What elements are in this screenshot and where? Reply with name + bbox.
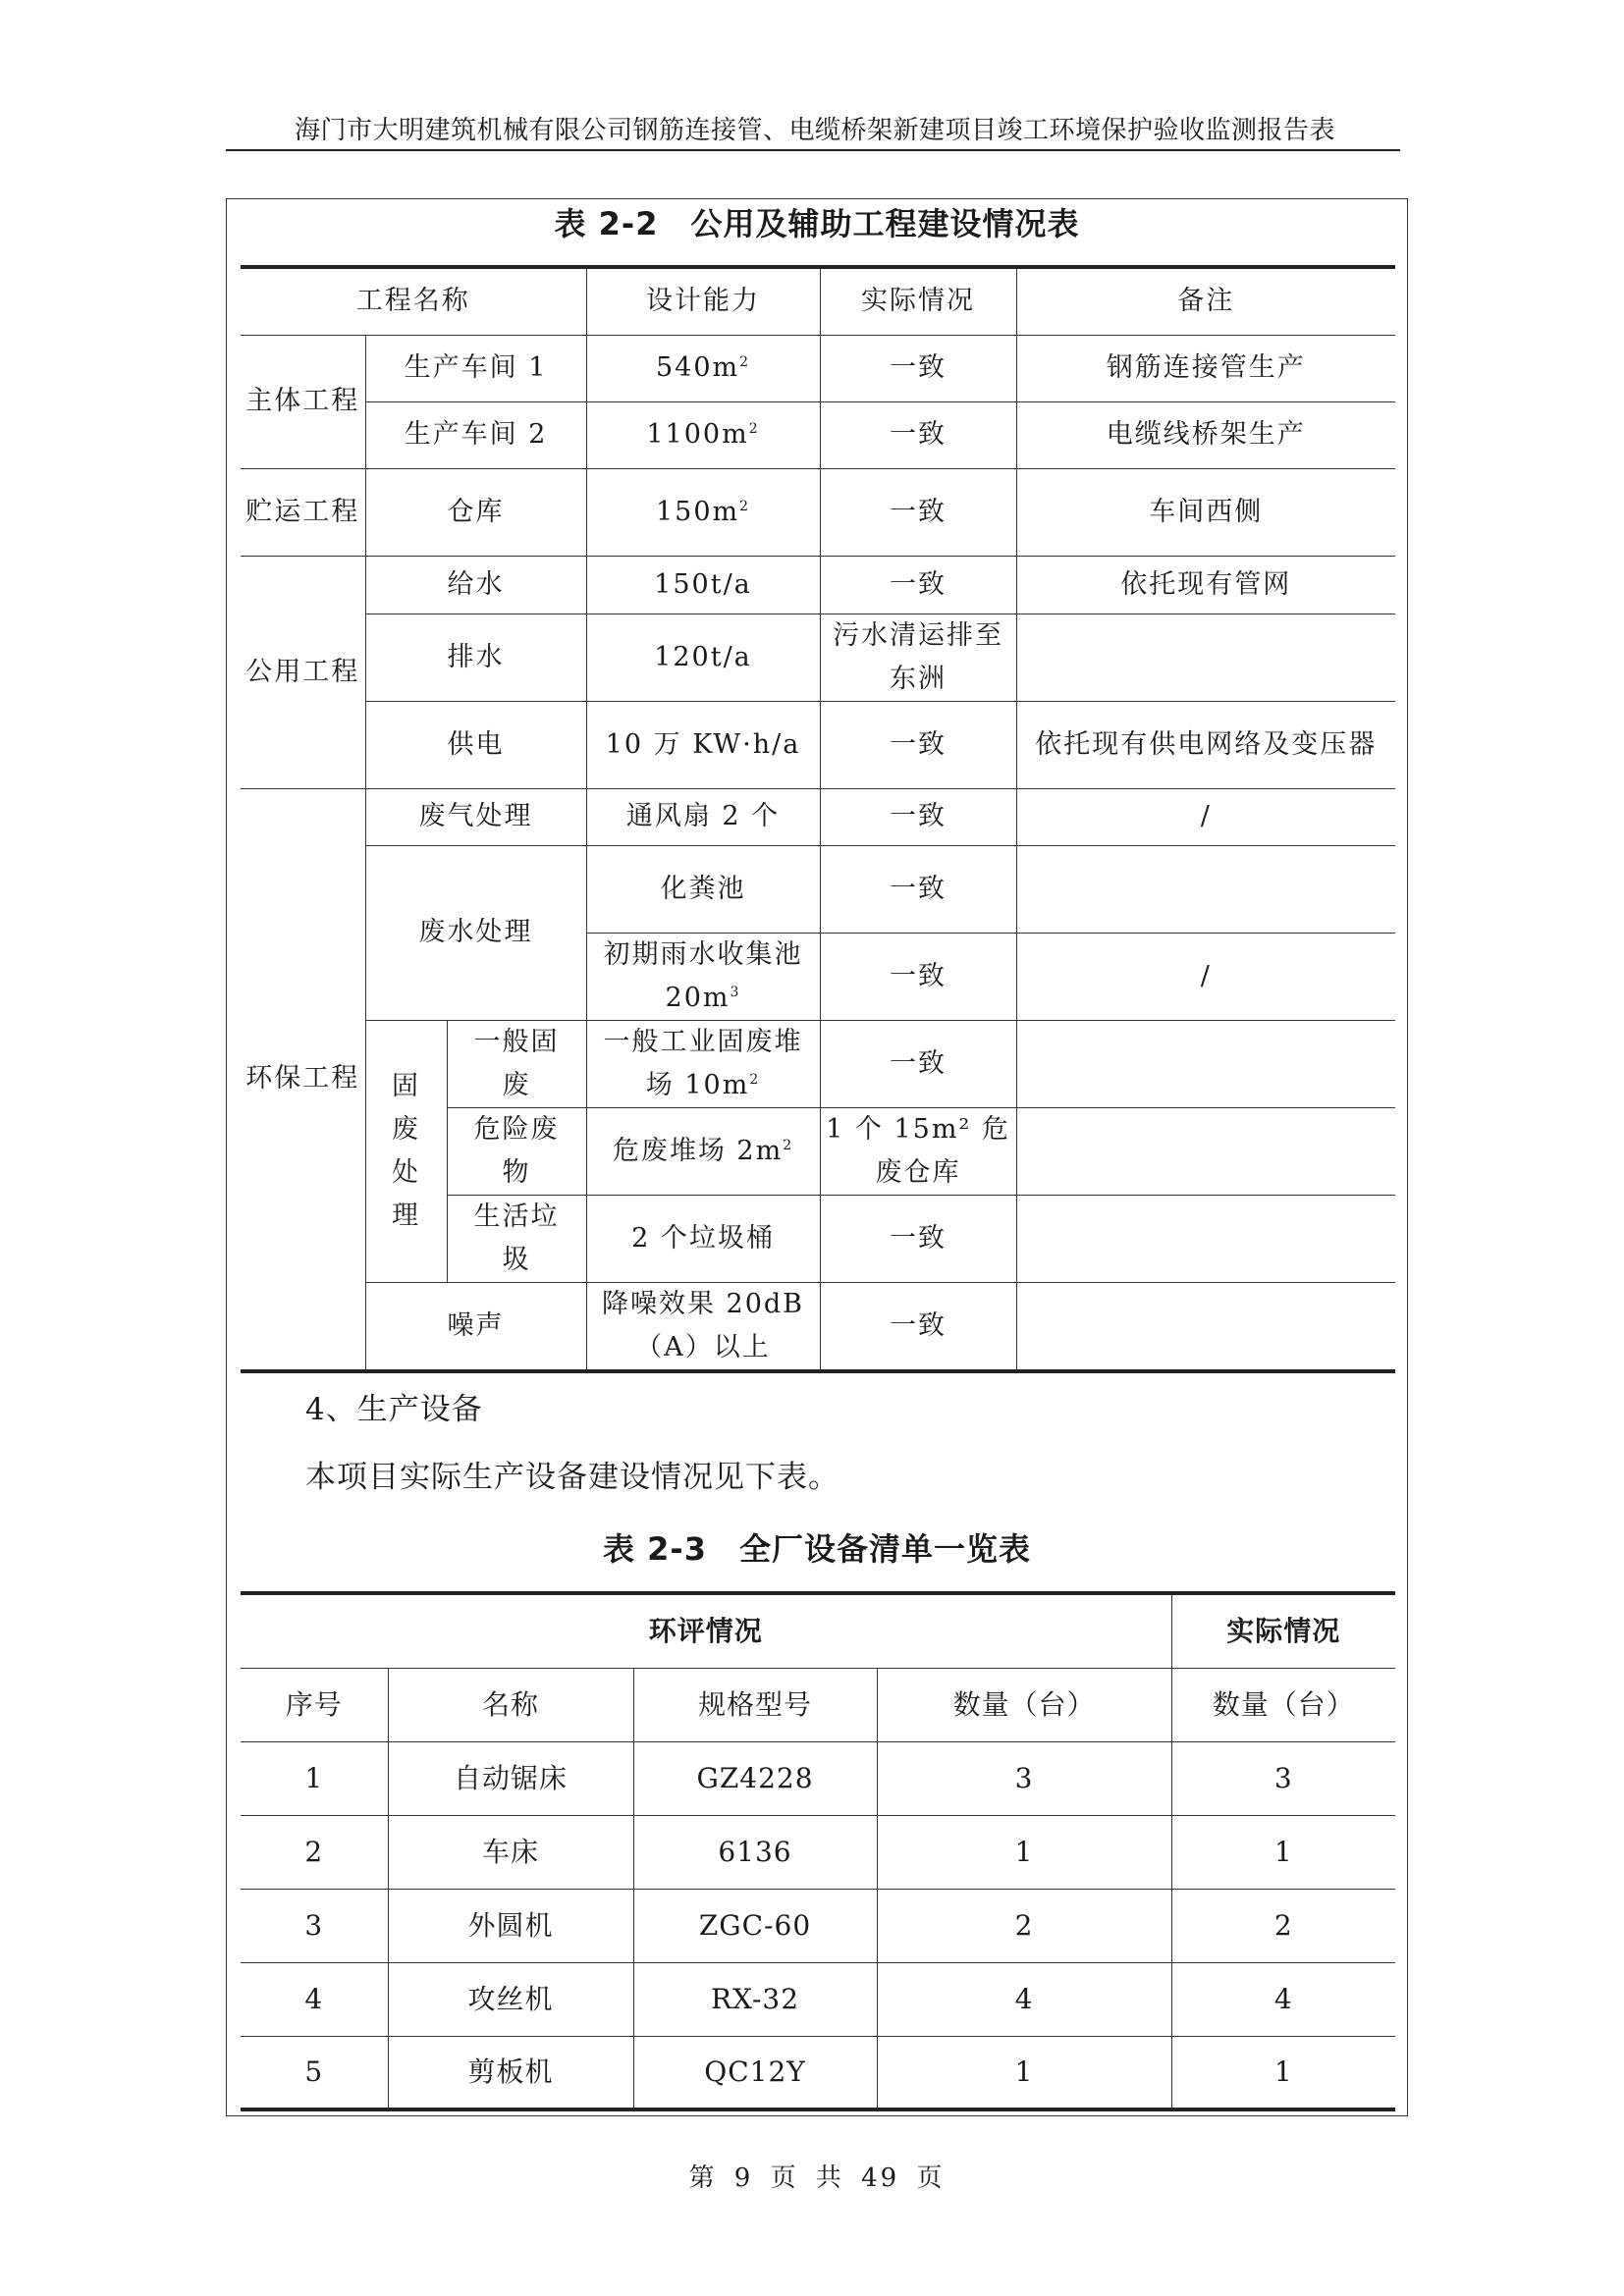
cell-qty-eia: 3 xyxy=(877,1741,1171,1815)
cell-note xyxy=(1016,614,1395,701)
cell-note: 依托现有供电网络及变压器 xyxy=(1016,701,1395,788)
cell-name: 供电 xyxy=(365,701,586,788)
cell-name: 攻丝机 xyxy=(388,1962,633,2036)
cell-note: / xyxy=(1016,933,1395,1020)
cell-note: 钢筋连接管生产 xyxy=(1016,335,1395,401)
cell-actual: 污水清运排至东洲 xyxy=(820,614,1016,701)
cell-actual: 一致 xyxy=(820,701,1016,788)
header-design: 设计能力 xyxy=(586,267,820,335)
table-2-2-header-row xyxy=(241,267,1395,335)
cell-no: 1 xyxy=(241,1741,388,1815)
cell-qty-eia: 1 xyxy=(877,2036,1171,2109)
page-number: 第 9 页 共 49 页 xyxy=(688,2163,946,2193)
table-row xyxy=(241,468,1395,556)
cell-design: 10 万 KW·h/a xyxy=(586,701,820,788)
group-utility-label: 公用工程 xyxy=(241,556,365,788)
document-header: 海门市大明建筑机械有限公司钢筋连接管、电缆桥架新建项目竣工环境保护验收监测报告表 xyxy=(294,116,1335,145)
cell-design: $1100m^2$ xyxy=(586,401,820,468)
cell-qty-actual: 1 xyxy=(1171,2036,1395,2109)
header-name: 工程名称 xyxy=(241,267,586,335)
header-note: 备注 xyxy=(1016,267,1395,335)
cell-note xyxy=(1016,1282,1395,1371)
cell-model: ZGC-60 xyxy=(633,1889,877,1962)
cell-actual: 一致 xyxy=(820,335,1016,401)
cell-design: 2 个垃圾桶 xyxy=(586,1195,820,1282)
cell-design: 一般工业固废堆场 $10m^2$ xyxy=(586,1020,820,1107)
header-qty-actual: 数量（台） xyxy=(1171,1668,1395,1741)
cell-model: 6136 xyxy=(633,1815,877,1889)
header-no: 序号 xyxy=(241,1668,388,1741)
cell-actual: 一致 xyxy=(820,556,1016,614)
table-row xyxy=(241,1815,1395,1889)
group-main-label: 主体工程 xyxy=(241,335,365,468)
cell-actual: 一致 xyxy=(820,401,1016,468)
cell-name: 外圆机 xyxy=(388,1889,633,1962)
table-row xyxy=(241,614,1395,701)
cell-design: 120t/a xyxy=(586,614,820,701)
header-model: 规格型号 xyxy=(633,1668,877,1741)
cell-model: QC12Y xyxy=(633,2036,877,2109)
cell-model: RX-32 xyxy=(633,1962,877,2036)
cell-actual: 一致 xyxy=(820,788,1016,845)
cell-no: 5 xyxy=(241,2036,388,2109)
group-storage-label: 贮运工程 xyxy=(241,468,365,556)
cell-name: 自动锯床 xyxy=(388,1741,633,1815)
cell-actual: 一致 xyxy=(820,1195,1016,1282)
table-row xyxy=(241,845,1395,933)
table-row xyxy=(241,335,1395,401)
cell-name: 生产车间 1 xyxy=(365,335,586,401)
cell-note xyxy=(1016,1020,1395,1107)
header-name: 名称 xyxy=(388,1668,633,1741)
cell-design: 化粪池 xyxy=(586,845,820,933)
cell-design: $150m^2$ xyxy=(586,468,820,556)
cell-actual: 一致 xyxy=(820,468,1016,556)
table-2-3-group-row xyxy=(241,1593,1395,1668)
cell-design: 降噪效果 20dB（A）以上 xyxy=(586,1282,820,1371)
table-2-2-caption: 表 2-2 公用及辅助工程建设情况表 xyxy=(554,205,1080,242)
cell-design: 通风扇 2 个 xyxy=(586,788,820,845)
cell-no: 3 xyxy=(241,1889,388,1962)
cell-design: 危废堆场 $2m^2$ xyxy=(586,1107,820,1195)
cell-qty-actual: 1 xyxy=(1171,1815,1395,1889)
table-row xyxy=(241,1282,1395,1371)
cell-sub: 生活垃圾 xyxy=(447,1195,586,1282)
cell-note: 车间西侧 xyxy=(1016,468,1395,556)
cell-note: / xyxy=(1016,788,1395,845)
table-row xyxy=(241,1020,1395,1107)
cell-design: 150t/a xyxy=(586,556,820,614)
cell-sub: 一般固废 xyxy=(447,1020,586,1107)
cell-name: 给水 xyxy=(365,556,586,614)
cell-no: 4 xyxy=(241,1962,388,2036)
table-row xyxy=(241,401,1395,468)
cell-note: 电缆线桥架生产 xyxy=(1016,401,1395,468)
cell-design: 初期雨水收集池 $20m^3$ xyxy=(586,933,820,1020)
cell-qty-actual: 4 xyxy=(1171,1962,1395,2036)
cell-actual: 一致 xyxy=(820,933,1016,1020)
cell-name: 废气处理 xyxy=(365,788,586,845)
section-4-text: 本项目实际生产设备建设情况见下表。 xyxy=(305,1460,839,1495)
group-actual: 实际情况 xyxy=(1171,1593,1395,1668)
cell-note: 依托现有管网 xyxy=(1016,556,1395,614)
cell-solid-label: 固废处理 xyxy=(365,1020,447,1282)
table-row xyxy=(241,556,1395,614)
cell-actual: 一致 xyxy=(820,1282,1016,1371)
table-row xyxy=(241,701,1395,788)
cell-name: 仓库 xyxy=(365,468,586,556)
cell-name: 排水 xyxy=(365,614,586,701)
cell-sub: 危险废物 xyxy=(447,1107,586,1195)
group-eia: 环评情况 xyxy=(241,1593,1171,1668)
cell-name: 车床 xyxy=(388,1815,633,1889)
table-2-3-caption: 表 2-3 全厂设备清单一览表 xyxy=(603,1530,1031,1568)
table-row xyxy=(241,788,1395,845)
cell-name: 噪声 xyxy=(365,1282,586,1371)
header-qty-eia: 数量（台） xyxy=(877,1668,1171,1741)
cell-note xyxy=(1016,845,1395,933)
cell-no: 2 xyxy=(241,1815,388,1889)
cell-design: $540m^2$ xyxy=(586,335,820,401)
cell-qty-eia: 4 xyxy=(877,1962,1171,2036)
cell-actual: 1 个 15m² 危废仓库 xyxy=(820,1107,1016,1195)
cell-qty-eia: 2 xyxy=(877,1889,1171,1962)
group-env-label: 环保工程 xyxy=(241,788,365,1371)
header-actual: 实际情况 xyxy=(820,267,1016,335)
table-2-2 xyxy=(241,265,1395,1373)
cell-actual: 一致 xyxy=(820,1020,1016,1107)
cell-qty-actual: 2 xyxy=(1171,1889,1395,1962)
cell-model: GZ4228 xyxy=(633,1741,877,1815)
cell-note xyxy=(1016,1195,1395,1282)
cell-name: 生产车间 2 xyxy=(365,401,586,468)
section-4-heading: 4、生产设备 xyxy=(305,1392,483,1427)
cell-name: 剪板机 xyxy=(388,2036,633,2109)
cell-actual: 一致 xyxy=(820,845,1016,933)
cell-name: 废水处理 xyxy=(365,845,586,1020)
table-2-3 xyxy=(241,1591,1395,2111)
table-row xyxy=(241,2036,1395,2109)
cell-note xyxy=(1016,1107,1395,1195)
cell-qty-eia: 1 xyxy=(877,1815,1171,1889)
cell-qty-actual: 3 xyxy=(1171,1741,1395,1815)
header-rule xyxy=(226,149,1400,151)
table-row xyxy=(241,1889,1395,1962)
table-row xyxy=(241,1741,1395,1815)
table-2-3-header-row xyxy=(241,1668,1395,1741)
table-row xyxy=(241,1962,1395,2036)
